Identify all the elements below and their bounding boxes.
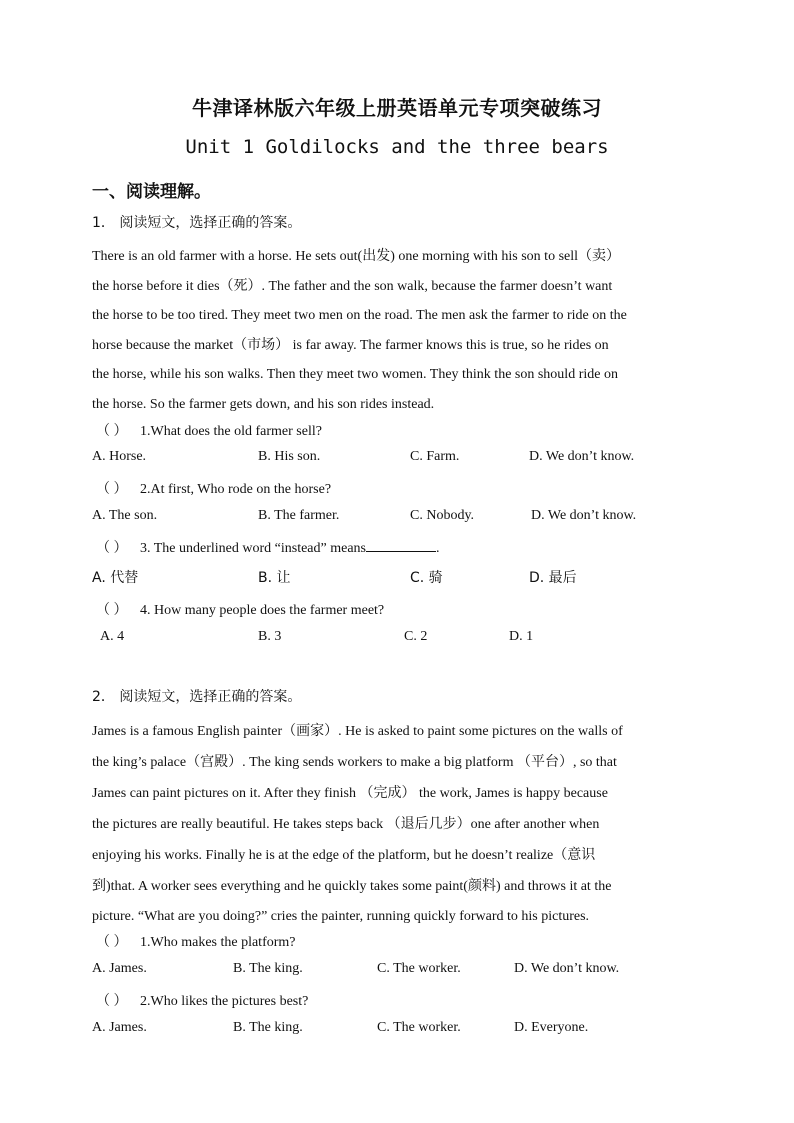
option-c[interactable]: C. Nobody. [410, 508, 475, 523]
passage-line: There is an old farmer with a horse. He sets out(出发) one morning with his son to sell（卖） [92, 249, 621, 264]
question-text: 1.Who makes the platform? [140, 935, 296, 950]
question-1-2 [96, 478, 331, 498]
question-text: 1.What does the old farmer sell? [140, 424, 322, 439]
option-b[interactable]: B. The king. [233, 1020, 303, 1035]
option-c[interactable]: C. The worker. [377, 1020, 461, 1035]
passage-line: the king’s palace（宫殿）. The king sends workers to make a big platform （平台）, so that [92, 754, 617, 770]
option-b[interactable]: B. The farmer. [258, 508, 340, 523]
passage-line: the horse before it dies（死）. The father and the son walk, because the farmer doesn’t want [92, 278, 613, 294]
option-a[interactable]: A. The son. [92, 508, 158, 523]
option-c[interactable]: C. 2 [404, 629, 428, 644]
option-d[interactable]: D. Everyone. [514, 1020, 589, 1035]
answer-blank[interactable]: （ ） [96, 935, 128, 950]
passage-line: the horse, while his son walks. Then they meet two women. They think the son should ride on [92, 367, 618, 383]
options-row [0, 1020, 794, 1040]
question-text: 3. The underlined word “instead” means [140, 541, 367, 556]
part1-heading: 1． 阅读短文，选择正确的答案。 [92, 215, 302, 231]
option-d[interactable]: D. We don’t know. [529, 449, 635, 464]
option-d[interactable]: D. We don’t know. [514, 961, 620, 976]
question-1-3: （ ） 3. The underlined word “instead” means . [96, 537, 440, 557]
options-row [0, 961, 794, 981]
option-b[interactable]: B. The king. [233, 961, 303, 976]
answer-blank[interactable]: （ ） [96, 424, 128, 439]
page-title: 牛津译林版六年级上册英语单元专项突破练习 [192, 96, 602, 120]
question-2-2 [96, 990, 308, 1010]
option-a[interactable]: A. James. [92, 961, 147, 976]
options-row [0, 567, 794, 587]
question-2-1 [96, 931, 296, 951]
passage-line: 到)that. A worker sees everything and he quickly takes some paint(颜料) and throws it at the [92, 878, 612, 894]
fill-blank-line[interactable] [366, 539, 436, 552]
section-heading: 一、阅读理解。 [92, 182, 211, 202]
answer-blank[interactable]: （ ） [96, 482, 128, 497]
passage-line: the pictures are really beautiful. He takes steps back （退后几步）one after another when [92, 816, 600, 832]
question-text: 4. How many people does the farmer meet? [140, 603, 385, 618]
part2-heading: 2． 阅读短文，选择正确的答案。 [92, 689, 302, 705]
option-c[interactable]: C. The worker. [377, 961, 461, 976]
passage-line: picture. “What are you doing?” cries the painter, running quickly forward to his pictures. [92, 909, 590, 925]
option-b[interactable]: B. 让 [258, 570, 291, 586]
option-b[interactable]: B. 3 [258, 629, 282, 644]
answer-blank[interactable]: （ ） [96, 603, 128, 618]
part1-passage [92, 242, 702, 420]
passage-line: James can paint pictures on it. After they finish （完成） the work, James is happy because [92, 785, 608, 801]
passage-line: the horse. So the farmer gets down, and his son rides instead. [92, 396, 435, 412]
question-1-1 [96, 420, 322, 440]
passage-line: James is a famous English painter（画家）. He is asked to paint some pictures on the walls of [92, 724, 623, 739]
question-1-4 [96, 599, 384, 619]
passage-line: enjoying his works. Finally he is at the edge of the platform, but he doesn’t realize（意识 [92, 847, 596, 863]
passage-line: horse because the market（市场） is far away. The farmer knows this is true, so he rides on [92, 337, 609, 353]
question-text: 2.Who likes the pictures best? [140, 994, 309, 1009]
option-a[interactable]: A. Horse. [92, 449, 147, 464]
answer-blank[interactable]: （ ） [96, 994, 128, 1009]
option-d[interactable]: D. 1 [509, 629, 534, 644]
answer-blank[interactable]: （ ） [96, 541, 128, 556]
options-row [0, 629, 794, 649]
option-d[interactable]: D. We don’t know. [531, 508, 637, 523]
question-text: 2.At first, Who rode on the horse? [140, 482, 332, 497]
passage-line: the horse to be too tired. They meet two men on the road. The men ask the farmer to ride on the [92, 308, 627, 324]
option-a[interactable]: A. 代替 [92, 570, 139, 586]
option-d[interactable]: D. 最后 [529, 570, 577, 586]
options-row [0, 449, 794, 469]
option-c[interactable]: C. 骑 [410, 570, 443, 586]
option-a[interactable]: A. 4 [100, 629, 125, 644]
option-b[interactable]: B. His son. [258, 449, 321, 464]
option-c[interactable]: C. Farm. [410, 449, 460, 464]
part2-passage [92, 717, 702, 933]
option-a[interactable]: A. James. [92, 1020, 147, 1035]
options-row [0, 508, 794, 528]
unit-title: Unit 1 Goldilocks and the three bears [185, 136, 609, 158]
